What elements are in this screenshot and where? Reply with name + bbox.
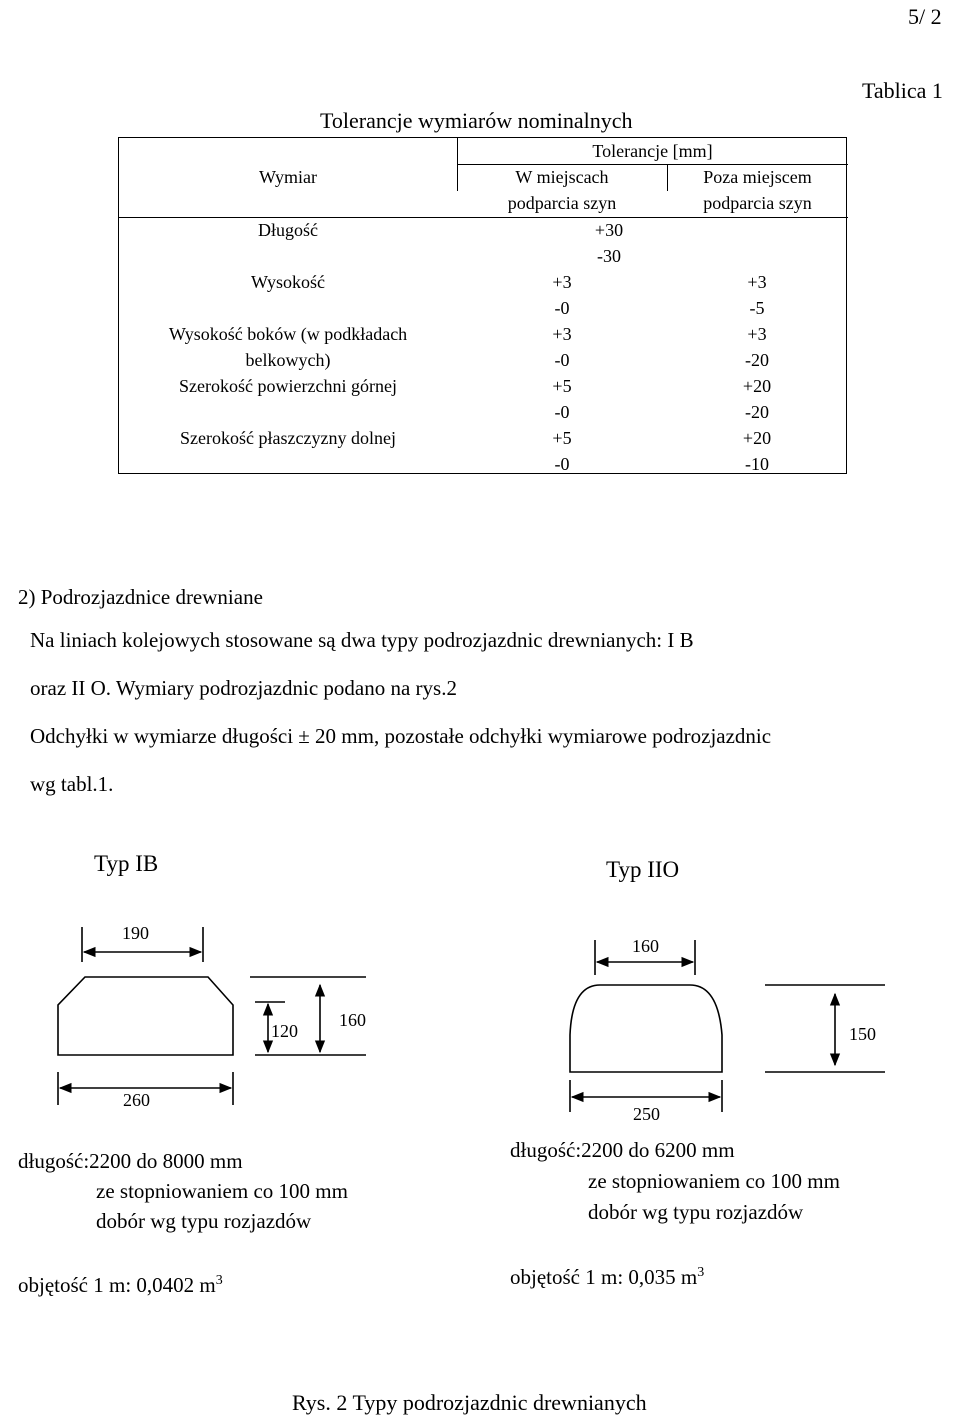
row-top-width-at-top: +5 <box>552 376 572 396</box>
type-ib-total-height: 160 <box>339 1010 366 1030</box>
type-ib-volume-text: objętość 1 m: 0,0402 m <box>18 1273 216 1297</box>
row-bottom-width-at-top: +5 <box>552 428 572 448</box>
header-dimension: Wymiar <box>259 167 317 187</box>
paragraph-line-4: wg tabl.1. <box>30 772 114 796</box>
type-iio-length: długość:2200 do 6200 mm <box>510 1138 735 1162</box>
type-ib-length: długość:2200 do 8000 mm <box>18 1149 243 1173</box>
row-top-width-name: Szerokość powierzchni górnej <box>179 376 397 396</box>
type-ib-side-height: 120 <box>271 1021 298 1041</box>
type-iio-profile <box>570 985 722 1072</box>
figure-caption: Rys. 2 Typy podrozjazdnic drewnianych <box>292 1390 647 1415</box>
type-iio-volume-text: objętość 1 m: 0,035 m <box>510 1265 698 1289</box>
row-bottom-width-name: Szerokość płaszczyzny dolnej <box>180 428 396 448</box>
row-side-height-at-top: +3 <box>552 324 572 344</box>
type-ib-volume-exp: 3 <box>215 1273 223 1288</box>
table-title: Tolerancje wymiarów nominalnych <box>320 108 633 133</box>
row-top-width-off-top: +20 <box>742 376 772 396</box>
type-iio-height: 150 <box>849 1024 876 1044</box>
type-iio-choice: dobór wg typu rozjazdów <box>588 1200 804 1224</box>
type-iio-volume-exp: 3 <box>697 1265 705 1280</box>
row-height-at-top: +3 <box>552 272 572 292</box>
row-height-at-bottom: -0 <box>554 298 570 318</box>
header-at-support-line1: W miejscach <box>515 167 609 187</box>
row-length-bottom: -30 <box>597 246 621 266</box>
paragraph-line-3: Odchyłki w wymiarze długości ± 20 mm, pozostałe odchyłki wymiarowe podrozjazdnic <box>30 724 772 748</box>
row-side-height-off-top: +3 <box>747 324 767 344</box>
row-top-width-off-bottom: -20 <box>745 402 769 422</box>
type-ib-top-width: 190 <box>122 923 149 943</box>
type-ib-choice: dobór wg typu rozjazdów <box>96 1209 312 1233</box>
type-iio-volume <box>510 1258 704 1292</box>
row-height-name: Wysokość <box>251 272 325 292</box>
row-side-height-name-line2: belkowych) <box>245 350 331 370</box>
type-iio-step: ze stopniowaniem co 100 mm <box>588 1169 840 1193</box>
paragraph-line-1: Na liniach kolejowych stosowane są dwa typy podrozjazdnic drewnianych: I B <box>30 628 694 652</box>
row-bottom-width-off-bottom: -10 <box>745 454 769 474</box>
type-iio-label: Typ IIO <box>606 857 680 882</box>
type-ib-step: ze stopniowaniem co 100 mm <box>96 1179 348 1203</box>
type-iio-top-width: 160 <box>632 936 659 956</box>
paragraph-line-2: oraz II O. Wymiary podrozjazdnic podano na rys.2 <box>30 676 457 700</box>
table-label: Tablica 1 <box>862 78 943 103</box>
type-ib-bottom-width: 260 <box>123 1090 150 1110</box>
page-number: 5/ 2 <box>908 4 942 29</box>
row-length-name: Długość <box>258 220 318 240</box>
row-height-off-bottom: -5 <box>749 298 765 318</box>
row-height-off-top: +3 <box>747 272 767 292</box>
row-side-height-off-bottom: -20 <box>745 350 769 370</box>
row-bottom-width-off-top: +20 <box>742 428 772 448</box>
type-ib-label: Typ IB <box>94 851 159 876</box>
type-ib-profile <box>58 977 233 1055</box>
type-iio-bottom-width: 250 <box>633 1104 660 1124</box>
section-heading: 2) Podrozjazdnice drewniane <box>18 585 263 609</box>
row-top-width-at-bottom: -0 <box>554 402 570 422</box>
row-bottom-width-at-bottom: -0 <box>554 454 570 474</box>
header-off-support-line1: Poza miejscem <box>703 167 812 187</box>
header-at-support-line2: podparcia szyn <box>507 193 617 213</box>
type-ib-volume <box>18 1266 223 1300</box>
row-length-top: +30 <box>594 220 624 240</box>
header-off-support-line2: podparcia szyn <box>703 193 812 213</box>
row-side-height-at-bottom: -0 <box>554 350 570 370</box>
header-tolerances: Tolerancje [mm] <box>592 141 713 161</box>
row-side-height-name-line1: Wysokość boków (w podkładach <box>168 324 408 344</box>
